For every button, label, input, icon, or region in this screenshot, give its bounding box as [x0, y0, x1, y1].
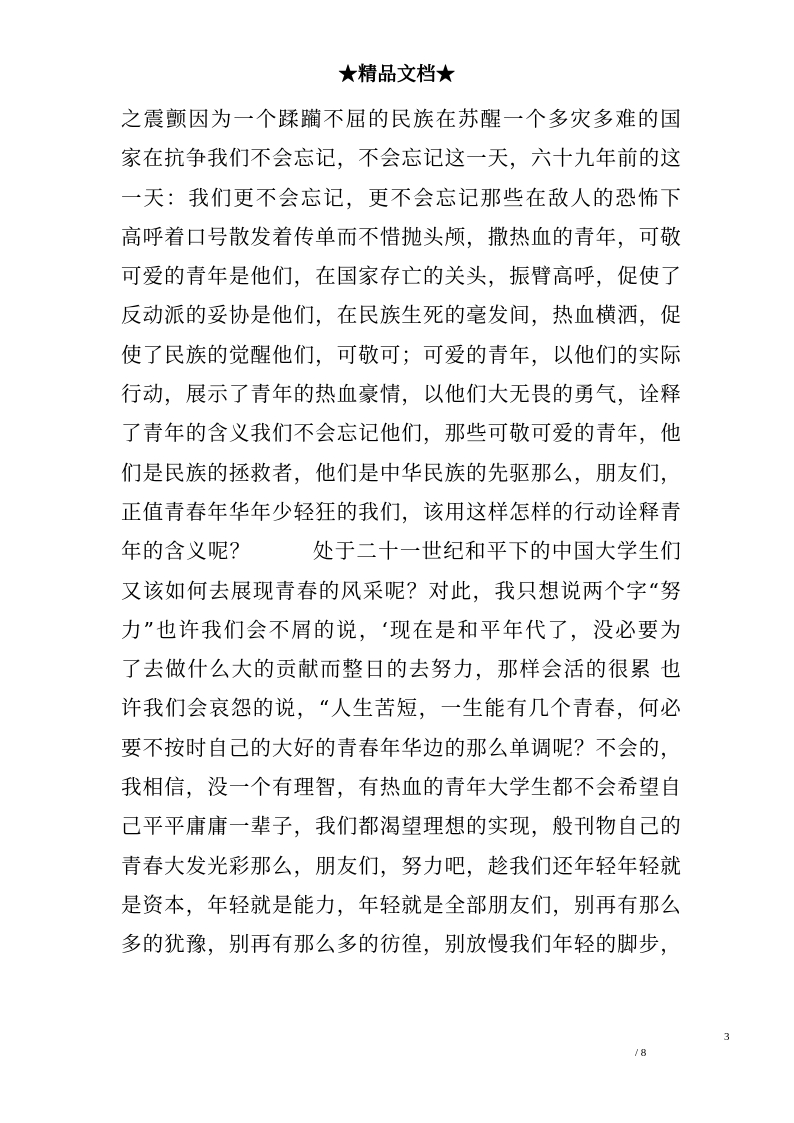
page-total: / 8	[635, 1047, 647, 1059]
text-line: 了去做什么大的贡献而整日的去努力，那样会活的很累 也	[121, 657, 681, 682]
text-line: 多的犹豫，别再有那么多的彷徨，别放慢我们年轻的脚步，	[121, 932, 681, 957]
text-line: 许我们会哀怨的说，“人生苦短，一生能有几个青春，何必	[121, 696, 681, 721]
text-line: 青春大发光彩那么，朋友们，努力吧，趁我们还年轻年轻就	[121, 853, 681, 878]
text-line: 之震颤因为一个蹂躏不屈的民族在苏醒一个多灾多难的国	[121, 107, 681, 131]
text-line: 家在抗争我们不会忘记，不会忘记这一天，六十九年前的这	[121, 146, 681, 171]
text-line: 高呼着口号散发着传单而不惜抛头颅，撒热血的青年，可敬	[121, 224, 681, 249]
text-line: 我相信，没一个有理智，有热血的青年大学生都不会希望自	[121, 775, 681, 800]
text-line: 使了民族的觉醒他们，可敬可；可爱的青年，以他们的实际	[121, 342, 681, 367]
text-line: 己平平庸庸一辈子，我们都渴望理想的实现，般刊物自己的	[121, 814, 681, 839]
page-number: 3	[724, 1031, 730, 1043]
text-line: 一天：我们更不会忘记，更不会忘记那些在敌人的恐怖下	[121, 185, 681, 210]
text-line: 要不按时自己的大好的青春年华边的那么单调呢？不会的，	[121, 735, 681, 760]
text-line: 了青年的含义我们不会忘记他们，那些可敬可爱的青年，他	[121, 421, 681, 446]
text-line: 是资本，年轻就是能力，年轻就是全部朋友们，别再有那么	[121, 892, 681, 917]
document-header-title: ★精品文档★	[338, 63, 456, 85]
text-line: 行动，展示了青年的热血豪情，以他们大无畏的勇气，诠释	[121, 382, 681, 407]
text-line: 们是民族的拯救者，他们是中华民族的先驱那么，朋友们，	[121, 460, 681, 485]
text-line: 正值青春年华年少轻狂的我们，该用这样怎样的行动诠释青	[121, 499, 681, 524]
text-line: 又该如何去展现青春的风采呢？对此，我只想说两个字“努	[121, 578, 681, 603]
body-paragraph	[121, 100, 681, 965]
text-line: 力”也许我们会不屑的说，‘现在是和平年代了，没必要为	[121, 617, 681, 642]
text-line: 可爱的青年是他们，在国家存亡的关头，振臂高呼，促使了	[121, 264, 681, 289]
text-line: 年的含义呢？ 处于二十一世纪和平下的中国大学生们	[121, 539, 681, 564]
text-line: 反动派的妥协是他们，在民族生死的毫发间，热血横洒，促	[121, 303, 681, 328]
